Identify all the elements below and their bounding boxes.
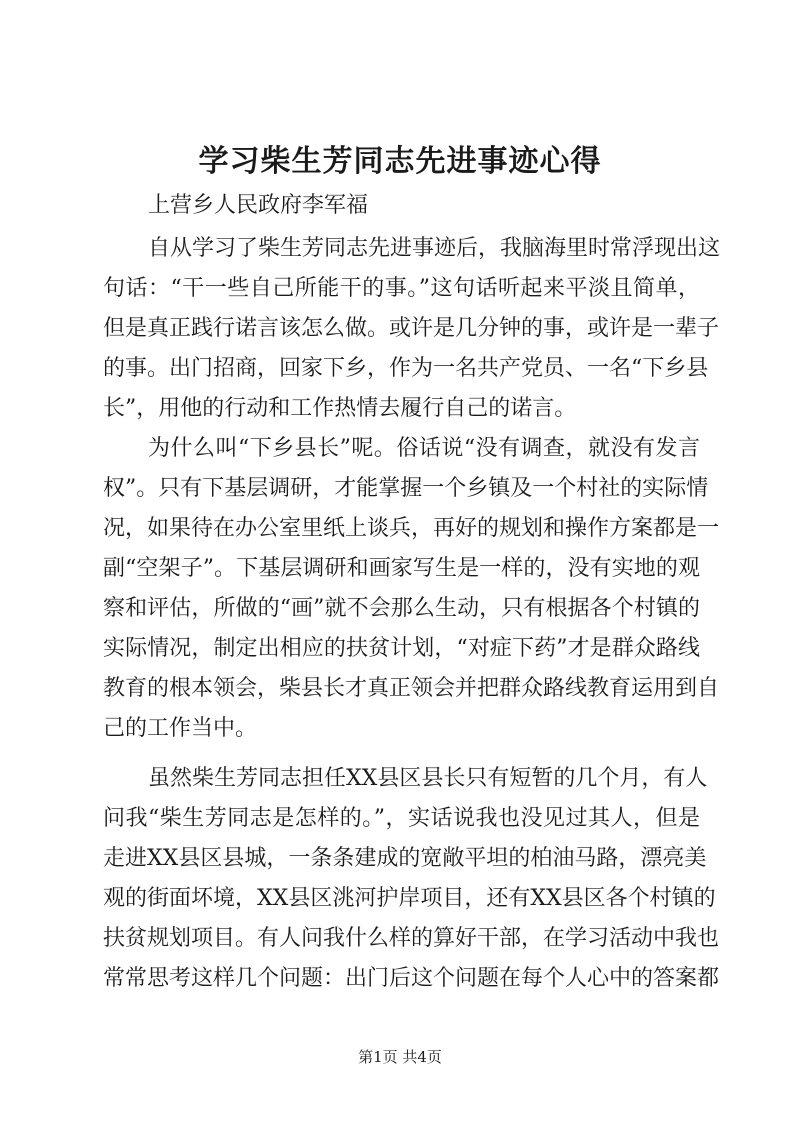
- paragraph-3-line-4: 观的街面坏境，XX县区洮河护岸项目，还有XX县区各个村镇的: [103, 886, 716, 911]
- paragraph-3-line-1: 虽然柴生芳同志担任XX县区县长只有短暂的几个月，有人: [148, 766, 708, 791]
- paragraph-3-line-3: 走进XX县区县城，一条条建成的宽敞平坦的柏油马路，漂亮美: [103, 846, 707, 871]
- document-title: 学习柴生芳同志先进事迹心得: [198, 144, 602, 179]
- paragraph-2-line-5: 察和评估，所做的“画”就不会那么生动，只有根据各个村镇的: [103, 596, 700, 621]
- paragraph-2-line-6: 实际情况，制定出相应的扶贫计划，“对症下药”才是群众路线: [103, 636, 700, 661]
- paragraph-3-line-6: 常常思考这样几个问题：出门后这个问题在每个人心中的答案都: [103, 966, 720, 991]
- paragraph-1-line-1: 自从学习了柴生芳同志先进事迹后，我脑海里时常浮现出这: [148, 236, 721, 261]
- paragraph-2-line-1: 为什么叫“下乡县长”呢。俗话说“没有调查，就没有发言: [148, 436, 700, 461]
- paragraph-1-line-3: 但是真正践行诺言该怎么做。或许是几分钟的事，或许是一辈子: [103, 316, 720, 341]
- author-line: 上营乡人民政府李军福: [148, 193, 369, 218]
- paragraph-2-line-7: 教育的根本领会，柴县长才真正领会并把群众路线教育运用到自: [103, 676, 720, 701]
- paragraph-1-line-5: 长”，用他的行动和工作热情去履行自己的诺言。: [103, 396, 577, 421]
- paragraph-2-line-3: 况，如果待在办公室里纸上谈兵，再好的规划和操作方案都是一: [103, 516, 720, 541]
- paragraph-1-line-4: 的事。出门招商，回家下乡，作为一名共产党员、一名“下乡县: [103, 356, 709, 381]
- paragraph-3-line-2: 问我“柴生芳同志是怎样的。”，实话说我也没见过其人，但是: [103, 806, 700, 831]
- paragraph-3-line-5: 扶贫规划项目。有人问我什么样的算好干部，在学习活动中我也: [103, 926, 720, 951]
- paragraph-2-line-2: 权”。只有下基层调研，才能掌握一个乡镇及一个村社的实际情: [103, 476, 709, 501]
- paragraph-1-line-2: 句话：“干一些自己所能干的事。”这句话听起来平淡且简单，: [103, 276, 700, 301]
- paragraph-2-line-8: 己的工作当中。: [103, 716, 258, 741]
- page-number-footer: 第1页 共4页: [358, 1048, 442, 1066]
- paragraph-2-line-4: 副“空架子”。下基层调研和画家写生是一样的，没有实地的观: [103, 556, 700, 581]
